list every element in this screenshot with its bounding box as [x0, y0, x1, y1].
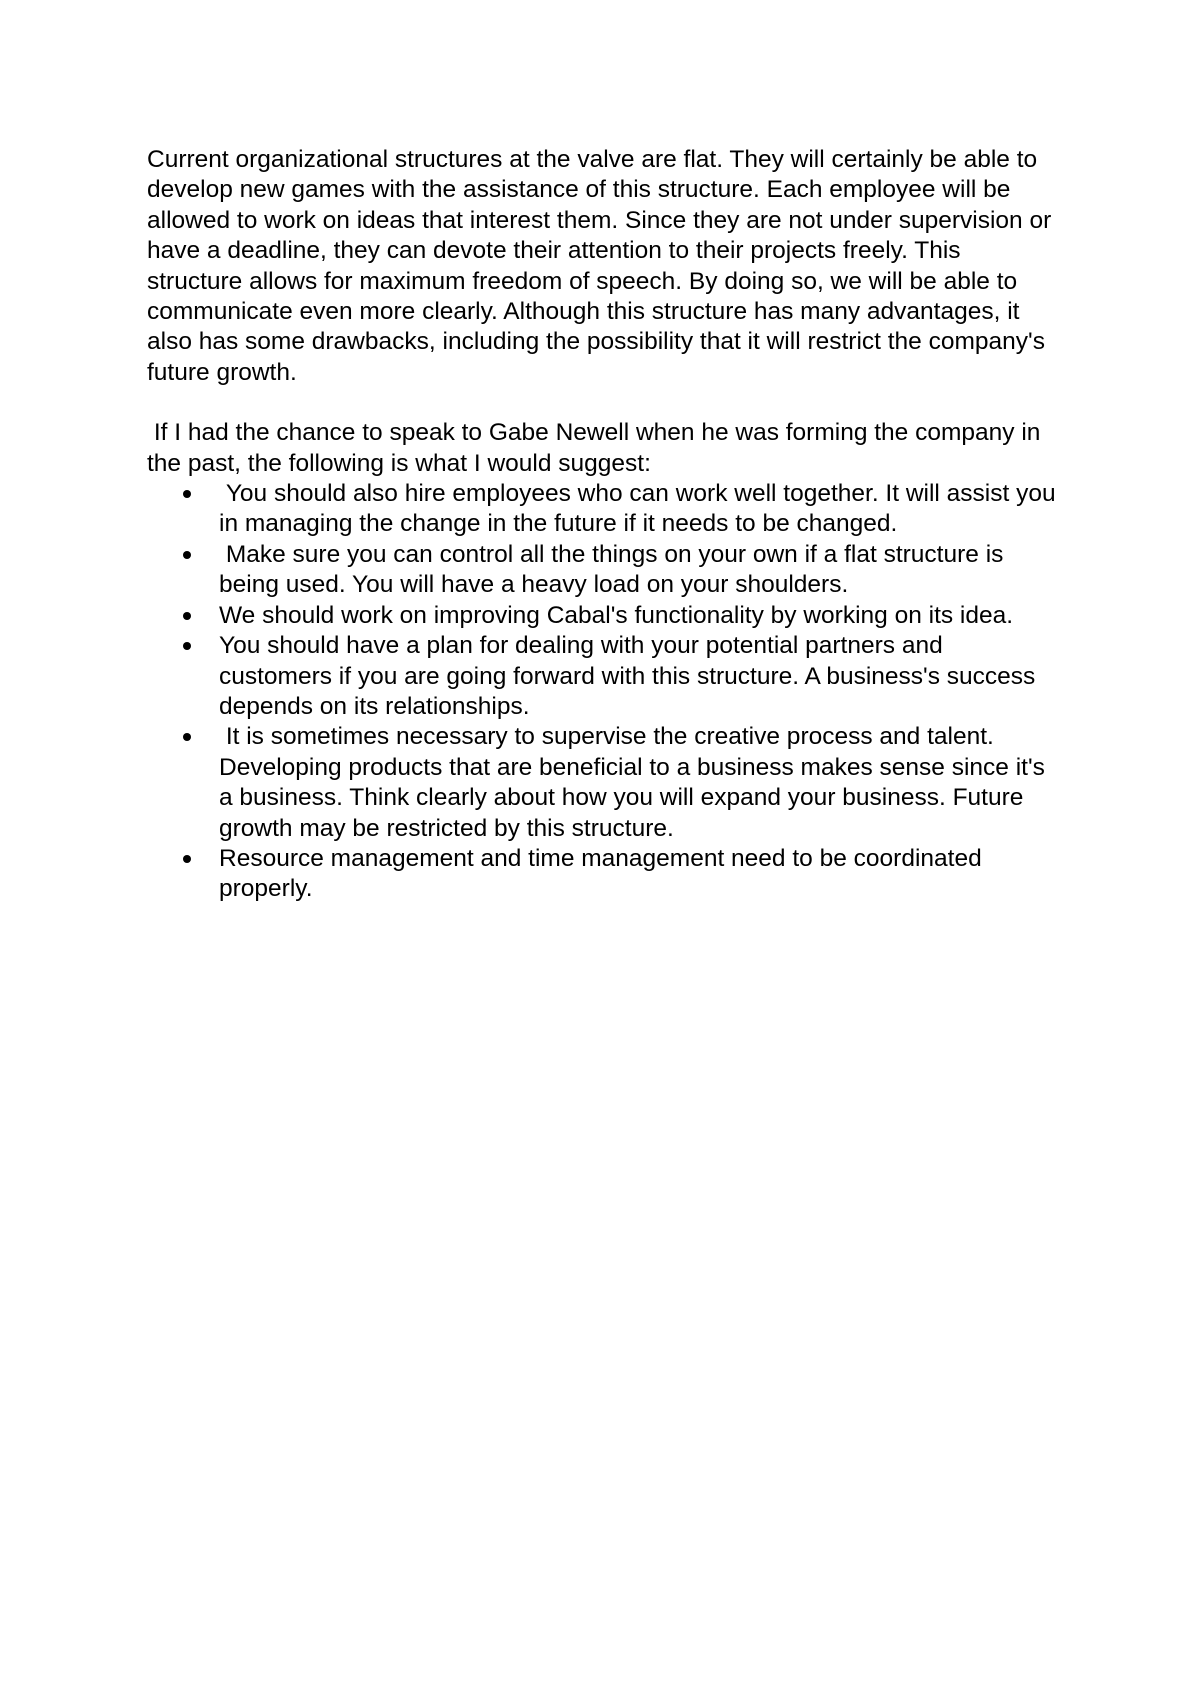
bullet-icon	[183, 733, 191, 741]
list-item	[147, 631, 1062, 722]
list-item	[147, 479, 1062, 540]
bullet-icon	[183, 490, 191, 498]
list-item-text: We should work on improving Cabal's functionality by working on its idea.	[219, 601, 1014, 629]
list-item-text: You should have a plan for dealing with your potential partners and customers if you are going forward with this structure. A business's success depends on its relationships.	[219, 632, 1043, 720]
bullet-icon	[183, 612, 191, 620]
list-item	[147, 722, 1062, 844]
list-item	[147, 844, 1062, 905]
suggestion-list	[147, 479, 1062, 905]
suggestion-intro-paragraph: If I had the chance to speak to Gabe Newell when he was forming the company in the past, the following is what I would suggest:	[147, 419, 1048, 477]
list-item	[147, 540, 1062, 601]
list-item-text: It is sometimes necessary to supervise the creative process and talent. Developing products that are beneficial to a business makes sense since it's a business. Think clearly about how you will expand your business. Future growth may be restricted by this structure.	[219, 723, 1052, 842]
bullet-icon	[183, 855, 191, 863]
bullet-icon	[183, 551, 191, 559]
document-body	[147, 145, 1062, 905]
bullet-icon	[183, 642, 191, 650]
list-item-text: Resource management and time management need to be coordinated properly.	[219, 844, 989, 903]
list-item-text: Make sure you can control all the things on your own if a flat structure is being used. You will have a heavy load on your shoulders.	[219, 540, 1011, 599]
list-item	[147, 601, 1062, 631]
list-item-text: You should also hire employees who can work well together. It will assist you in managing the change in the future if it needs to be changed.	[219, 480, 1063, 538]
opening-paragraph: Current organizational structures at the valve are flat. They will certainly be able to develop new games with the assistance of this structure. Each employee will be allowed to work on ideas that interest them. Since they are not under supervision or have a deadline, they can devote their attention to their projects freely. This structure allows for maximum freedom of speech. By doing so, we will be able to communicate even more clearly. Although this structure has many advantages, it also has some drawbacks, including the possibility that it will restrict the company's future growth.	[147, 146, 1059, 386]
